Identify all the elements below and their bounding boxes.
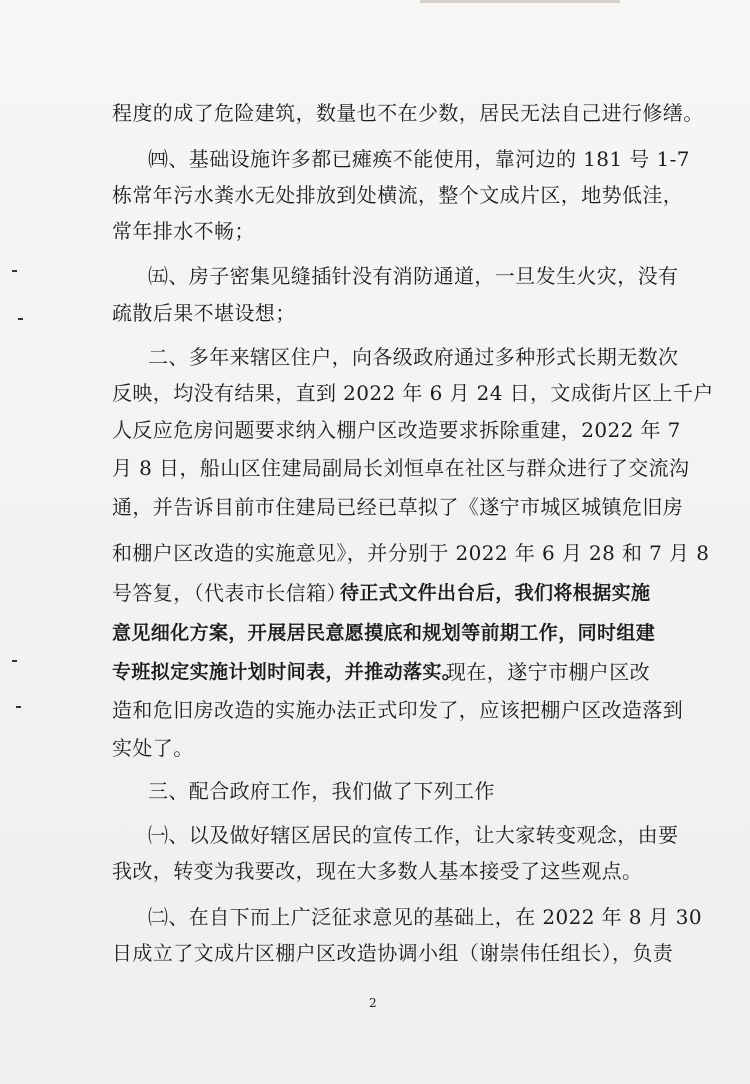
- text-line: 我改，转变为我要改，现在大多数人基本接受了这些观点。: [112, 859, 643, 883]
- text-line: 三、配合政府工作，我们做了下列工作: [148, 779, 495, 803]
- text-line: 通，并告诉目前市住建局已经已草拟了《遂宁市城区城镇危旧房: [112, 495, 684, 519]
- text-line: 反映，均没有结果，直到 2022 年 6 月 24 日，文成街片区上千户: [112, 381, 714, 405]
- text-line: 造和危旧房改造的实施办法正式印发了，应该把棚户区改造落到: [112, 698, 684, 722]
- text-line: 现在，遂宁市棚户区改: [446, 660, 650, 684]
- text-line: 栋常年污水粪水无处排放到处横流，整个文成片区，地势低洼，: [112, 183, 684, 207]
- margin-mark: [12, 660, 17, 662]
- text-line: ㈣、基础设施许多都已瘫痪不能使用，靠河边的 181 号 1-7: [148, 147, 690, 171]
- page-number: 2: [369, 996, 377, 1010]
- text-line: 常年排水不畅；: [112, 219, 255, 243]
- text-line: 和棚户区改造的实施意见》，并分别于 2022 年 6 月 28 和 7 月 8: [112, 541, 710, 565]
- margin-mark: [16, 706, 21, 708]
- text-line: 日成立了文成片区棚户区改造协调小组（谢崇伟任组长），负责: [112, 941, 674, 965]
- text-line: 人反应危房问题要求纳入棚户区改造要求拆除重建，2022 年 7: [112, 418, 681, 442]
- text-line-bold: 专班拟定实施计划时间表，并推动落实。: [112, 661, 462, 683]
- text-line: ㈤、房子密集见缝插针没有消防通道，一旦发生火灾，没有: [148, 264, 679, 288]
- text-line-bold: 待正式文件出台后，我们将根据实施: [340, 582, 651, 604]
- text-line: 疏散后果不堪设想；: [112, 301, 296, 325]
- text-line-bold: 意见细化方案，开展居民意愿摸底和规划等前期工作，同时组建: [112, 622, 656, 644]
- margin-mark: [12, 270, 17, 272]
- page-edge: [420, 0, 620, 3]
- text-line: 月 8 日，船山区住建局副局长刘恒卓在社区与群众进行了交流沟: [112, 456, 690, 480]
- text-line: 号答复，（代表市长信箱）: [112, 581, 347, 605]
- text-line: 程度的成了危险建筑，数量也不在少数，居民无法自己进行修缮。: [112, 101, 704, 125]
- margin-mark: [18, 318, 23, 320]
- text-line: 实处了。: [112, 736, 194, 760]
- text-line: 二、多年来辖区住户，向各级政府通过多种形式长期无数次: [148, 345, 679, 369]
- text-line: ㈡、在自下而上广泛征求意见的基础上，在 2022 年 8 月 30: [148, 905, 703, 929]
- text-line: ㈠、以及做好辖区居民的宣传工作，让大家转变观念，由要: [148, 823, 679, 847]
